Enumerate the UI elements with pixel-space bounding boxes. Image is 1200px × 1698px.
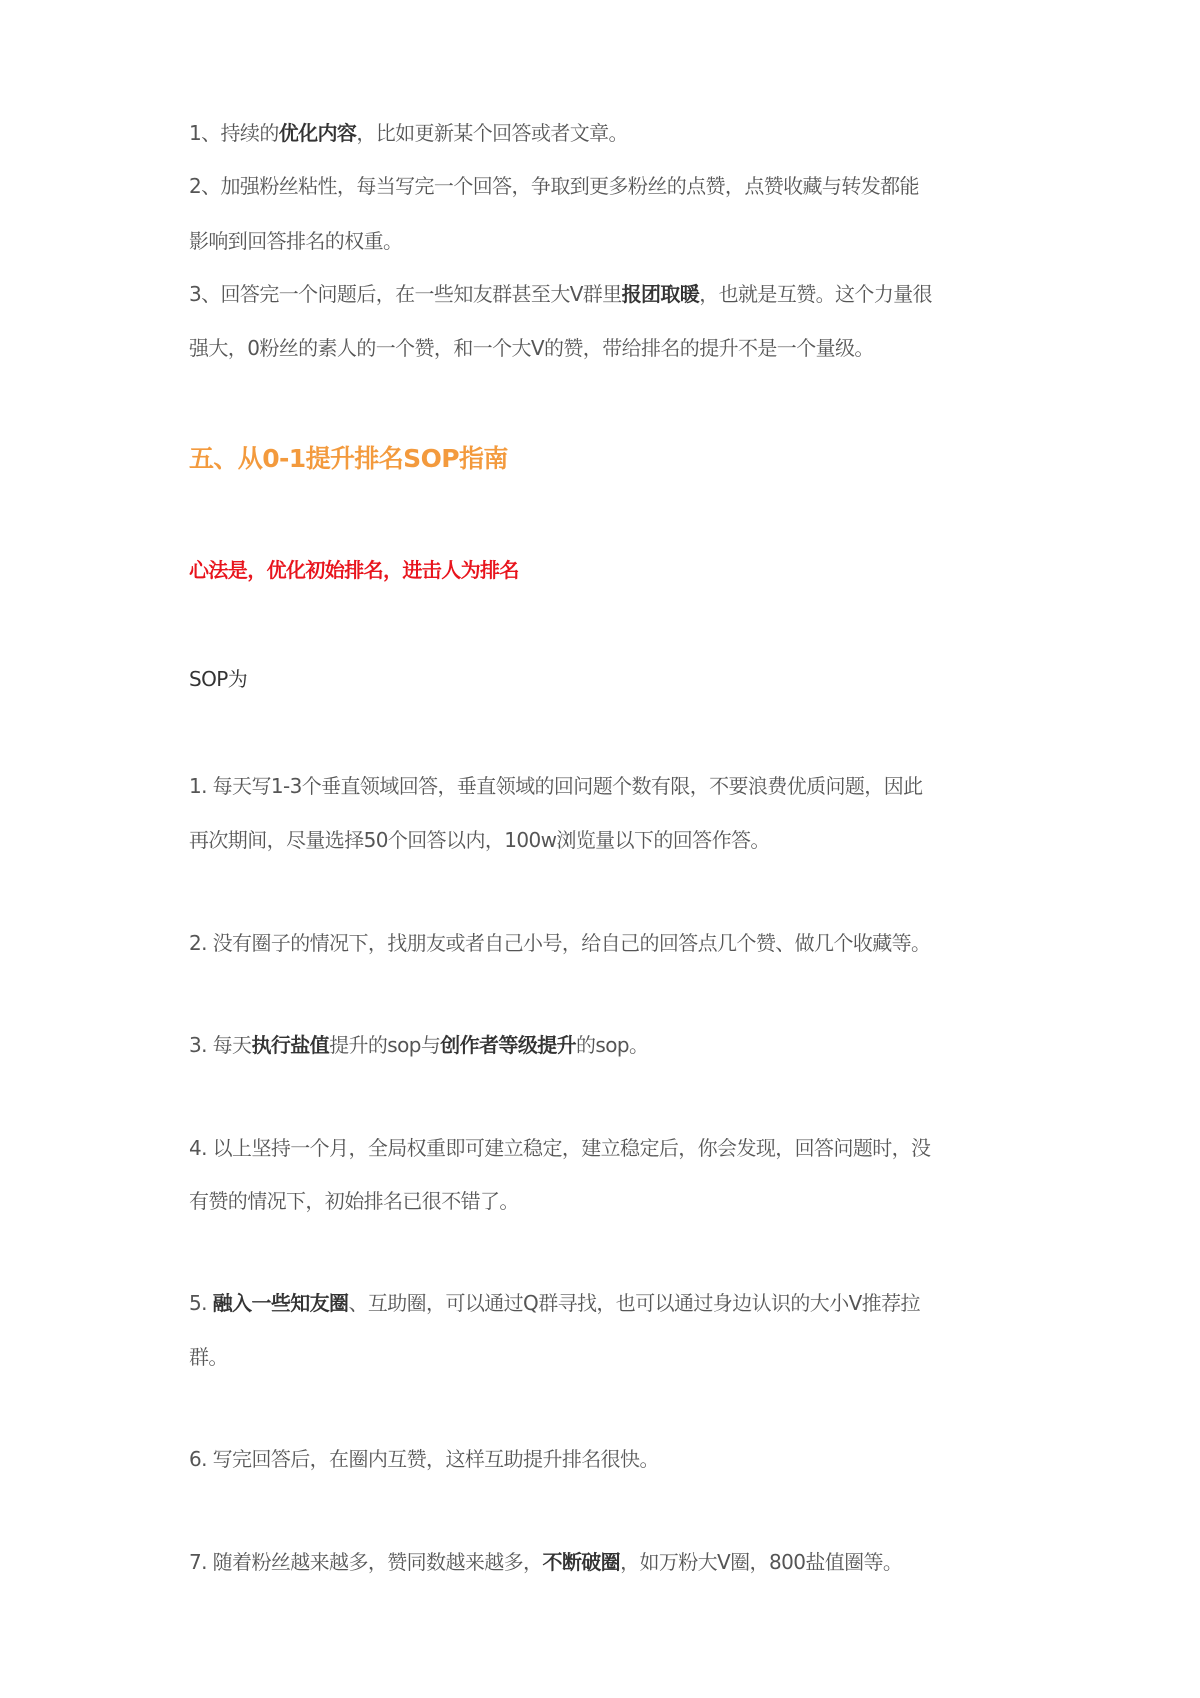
sop-step-4-cont bbox=[189, 1188, 519, 1214]
text: 强大，0粉丝的素人的一个赞，和一个大V的赞，带给排名的提升不是一个量级。 bbox=[189, 336, 874, 360]
text: 6. 写完回答后，在圈内互赞，这样互助提升排名很快。 bbox=[189, 1447, 659, 1471]
sop-step-1-cont bbox=[189, 827, 770, 853]
text: 2、加强粉丝粘性，每当写完一个回答，争取到更多粉丝的点赞，点赞收藏与转发都能 bbox=[189, 174, 919, 198]
sop-label bbox=[189, 666, 247, 692]
bold-text: 创作者等级提升 bbox=[440, 1033, 577, 1057]
text: 3、回答完一个问题后，在一些知友群甚至大V群里 bbox=[189, 282, 622, 306]
text: ，比如更新某个回答或者文章。 bbox=[356, 121, 628, 145]
text: 心法是，优化初始排名，进击人为排名 bbox=[189, 558, 519, 582]
bold-text: 不断破圈 bbox=[542, 1550, 621, 1574]
text: 、互助圈，可以通过Q群寻找，也可以通过身边认识的大小V推荐拉 bbox=[348, 1291, 920, 1315]
text: 的sop。 bbox=[576, 1033, 649, 1057]
text: 1. 每天写1-3个垂直领域回答，垂直领域的回问题个数有限，不要浪费优质问题，因此 bbox=[189, 774, 923, 798]
sop-step-7 bbox=[189, 1549, 902, 1575]
sop-step-5 bbox=[189, 1290, 920, 1316]
section-heading bbox=[189, 443, 508, 475]
text: ，如万粉大V圈，800盐值圈等。 bbox=[620, 1550, 903, 1574]
text: ，也就是互赞。这个力量很 bbox=[699, 282, 933, 306]
bold-text: 报团取暖 bbox=[621, 282, 700, 306]
sop-step-4 bbox=[189, 1135, 930, 1161]
list-item-3 bbox=[189, 281, 932, 307]
text: 群。 bbox=[189, 1345, 228, 1369]
text: 1、持续的 bbox=[189, 121, 279, 145]
sop-step-5-cont bbox=[189, 1344, 228, 1370]
text: 再次期间，尽量选择50个回答以内，100w浏览量以下的回答作答。 bbox=[189, 828, 770, 852]
text: 影响到回答排名的权重。 bbox=[189, 229, 403, 253]
list-item-1 bbox=[189, 120, 628, 146]
highlight-line bbox=[189, 557, 519, 583]
sop-step-2 bbox=[189, 930, 930, 956]
text: 提升的sop与 bbox=[329, 1033, 441, 1057]
text: 7. 随着粉丝越来越多，赞同数越来越多， bbox=[189, 1550, 543, 1574]
list-item-2-cont bbox=[189, 228, 402, 254]
bold-text: 融入一些知友圈 bbox=[212, 1291, 349, 1315]
list-item-2 bbox=[189, 173, 919, 199]
sop-step-6 bbox=[189, 1446, 659, 1472]
text: 有赞的情况下，初始排名已很不错了。 bbox=[189, 1189, 519, 1213]
bold-text: 执行盐值 bbox=[251, 1033, 330, 1057]
sop-step-3 bbox=[189, 1032, 648, 1058]
sop-step-1 bbox=[189, 773, 923, 799]
list-item-3-cont bbox=[189, 335, 874, 361]
text: SOP为 bbox=[189, 667, 248, 691]
text: 5. bbox=[189, 1291, 213, 1315]
text: 3. 每天 bbox=[189, 1033, 252, 1057]
text: 4. 以上坚持一个月，全局权重即可建立稳定，建立稳定后，你会发现，回答问题时，没 bbox=[189, 1136, 931, 1160]
bold-text: 优化内容 bbox=[278, 121, 357, 145]
text: 五、从0-1提升排名SOP指南 bbox=[189, 444, 508, 473]
text: 2. 没有圈子的情况下，找朋友或者自己小号，给自己的回答点几个赞、做几个收藏等。 bbox=[189, 931, 931, 955]
